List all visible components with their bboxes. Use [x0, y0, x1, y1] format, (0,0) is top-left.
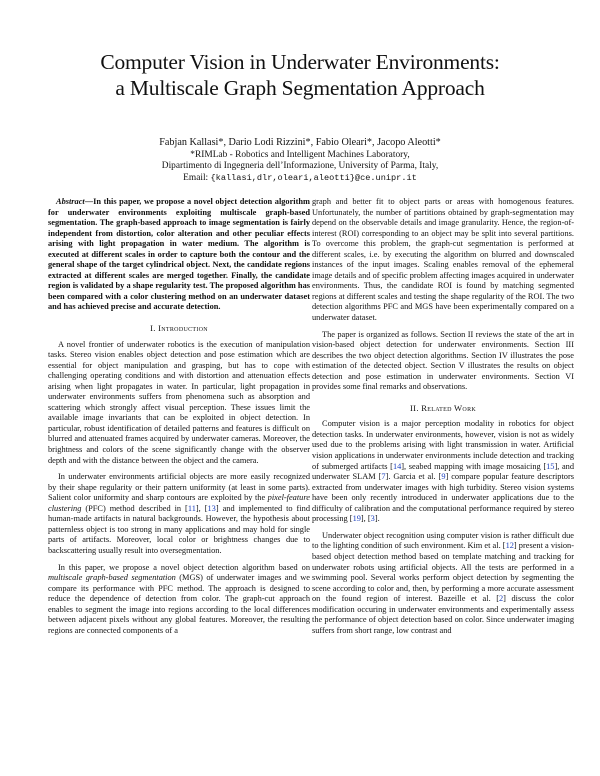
section-title: Related Work — [421, 402, 476, 413]
citation-link[interactable]: 11 — [187, 503, 196, 513]
section-number: I. — [150, 323, 159, 334]
title-line-2: a Multiscale Graph Segmentation Approach — [115, 76, 485, 100]
title-line-1: Computer Vision in Underwater Environments: — [100, 50, 500, 74]
email-address: {kallasi,dlr,oleari,aleotti}@ce.unipr.it — [210, 172, 417, 183]
text-run: ]. Garcia et al. [ — [385, 472, 442, 482]
section-title: Introduction — [158, 323, 208, 334]
related-paragraph-1 — [312, 419, 574, 524]
citation-link[interactable]: 3 — [370, 514, 375, 524]
text-run: In underwater environments artificial objects are more easily recognized by their shape regularity or their pattern uniformity (at least in some parts). Salient color uniformity and sharp contours are exploited by the — [48, 472, 310, 503]
section-number: II. — [410, 402, 422, 413]
text-run: ]. — [374, 514, 380, 524]
text-run: ], [ — [360, 514, 371, 524]
text-run: ] discuss the color modification occuring in underwater environments and experimentally assess the performance of object detection based on color. Since underwater imaging suffers from short range, low contrast and — [312, 594, 574, 635]
text-run: In this paper, we propose a novel object detection algorithm based on — [58, 562, 310, 572]
author-names: Fabjan Kallasi*, Dario Lodi Rizzini*, Fabio Oleari*, Jacopo Aleotti* — [159, 137, 441, 148]
text-run: ] present a vision-based object detection method based on template matching and tracking for underwater robots using artificial objects. All the tests are performed in a swimming pool. Several works perform object detection by segmenting the scene according to color and, then, by performing a more accurate assessment on the found region of interest. Bazeille et al. [ — [312, 541, 575, 604]
text-run: ], seabed mapping with image mosaicing [ — [401, 461, 547, 471]
citation-link[interactable]: 13 — [207, 503, 216, 513]
related-paragraph-2 — [312, 531, 574, 636]
citation-link[interactable]: 14 — [392, 461, 402, 471]
emphasis: multiscale graph-based segmentation — [48, 573, 176, 583]
email-label: Email: — [183, 172, 211, 183]
citation-link[interactable]: 9 — [441, 472, 446, 482]
email-line — [0, 173, 600, 185]
text-run: ], [ — [195, 503, 208, 513]
author-block — [0, 137, 600, 184]
citation-link[interactable]: 19 — [352, 514, 361, 524]
right-column — [312, 197, 574, 642]
citation-link[interactable]: 2 — [498, 594, 504, 604]
citation-link[interactable]: 15 — [546, 461, 555, 471]
text-run: ] and implemented to find human-made artifacts in natural backgrounds. However, the hypothesis about patternless object is too strong in many applications and may hold for single parts of artifacts. Moreover, local color or brightness changes due to backscattering usually result into oversegmentation. — [48, 503, 310, 555]
citation-link[interactable]: 7 — [381, 472, 386, 482]
abstract-label: Abstract — [56, 197, 85, 206]
section-heading-introduction — [48, 323, 310, 334]
text-run: (MGS) of underwater images and we compare its performance with PFC method. The approach is designed to reduce the dependence of detection from color. The graph-cut approach enables to segment the image into regions according to the local differences between adjacent pixels without any global features. Moreover, the resulting regions are connected components of a — [48, 573, 310, 635]
paper-title — [0, 49, 600, 101]
emphasis: pixel-feature clustering — [48, 493, 310, 513]
intro-paragraph-3-continued: graph and better fit to object parts or areas with homogenous features. Unfortunately, the number of partitions obtained by graph-segmentation may depend on the observable details and image granularity. Hence, the region-of-interest (ROI) corresponding to an object may be split into several partitions. To overcome this problem, the graph-cut segmentation is performed at different scales, i.e. by executing the algorithm on blurred and downscaled instances of the input images. Scaling enables removal of the ephemeral image details and of specific problem affecting images acquired in underwater environments. Thus, the candidate ROI is found by matching segmented regions at different scales and testing the shape regularity of the ROI. The two detection algorithms PFC and MGS have been experimentally compared on a underwater dataset. — [312, 197, 574, 323]
text-run: Computer vision is a major perception modality in robotics for object detection tasks. In underwater environments, however, vision is not as widely used due to the problems arising with light transmission in water. Artificial vision applications in underwater environments include detection and tracking of submerged artifacts [ — [312, 419, 574, 471]
text-run: ], and underwater SLAM [ — [312, 461, 574, 482]
text-run: (PFC) method described in [ — [81, 503, 188, 513]
text-run: ] compare popular feature descriptors extracted from underwater images with high turbidity. Stereo vision systems have been only recently introduced in underwater applications due to the difficulty of calibration and the computational performance required by stereo processing [ — [312, 472, 574, 524]
abstract-text: —In this paper, we propose a novel object detection algorithm for underwater environments exploiting multiscale graph-based segmentation. The graph-based approach to image segmentation is fairly independent from distortion, color alteration and other peculiar effects arising with light propagation in water medium. The algorithm is executed at different scales in order to capture both the contour and the general shape of the target cylindrical object. Next, the candidate regions extracted at different scales are merged together. Finally, the candidate region is validated by a shape regularity test. The proposed algorithm has been compared with a color clustering method on an underwater dataset and has achieved precise and accurate detection. — [48, 197, 310, 312]
intro-paragraph-1: A novel frontier of underwater robotics is the execution of manipulation tasks. Stereo vision enables object detection and pose estimation which are essential for object manipulation and grasping, but has to cope with challenging operating conditions and with distortion and attenuation effects arising when light propagates in water. In particular, light propagation in underwater environments suffers from phenomena such as absorption and scattering which strongly affect visual perception. These issues limit the available image invariants that can be exploited in object detection. In particular, robust identification of detailed patterns and features is difficult on blurred and attenuated frames acquired by underwater cameras. Moreover, the brightness and colors of the scene significantly change with the observer depth and with the distance between the object and the camera. — [48, 339, 310, 465]
intro-paragraph-4: The paper is organized as follows. Section II reviews the state of the art in vision-based object detection for underwater environments. Section III describes the two object detection algorithms. Section IV illustrates the pose estimation of the detected object. Section V illustrates the results on object detection and pose estimation in underwater environments. Section VI provides some final remarks and observations. — [312, 329, 574, 392]
text-run: Underwater object recognition using computer vision is rather difficult due to the lighting condition of such environment. Kim et al. [ — [312, 530, 574, 551]
affiliation-line-1: *RIMLab - Robotics and Intelligent Machines Laboratory, — [190, 149, 410, 160]
citation-link[interactable]: 12 — [505, 541, 514, 551]
intro-paragraph-3 — [48, 563, 310, 637]
affiliation-line-2: Dipartimento di Ingegneria dell’Informazione, University of Parma, Italy, — [161, 161, 439, 172]
left-column — [48, 197, 310, 642]
abstract — [48, 197, 310, 313]
section-heading-related-work — [312, 403, 574, 414]
intro-paragraph-2 — [48, 472, 310, 556]
